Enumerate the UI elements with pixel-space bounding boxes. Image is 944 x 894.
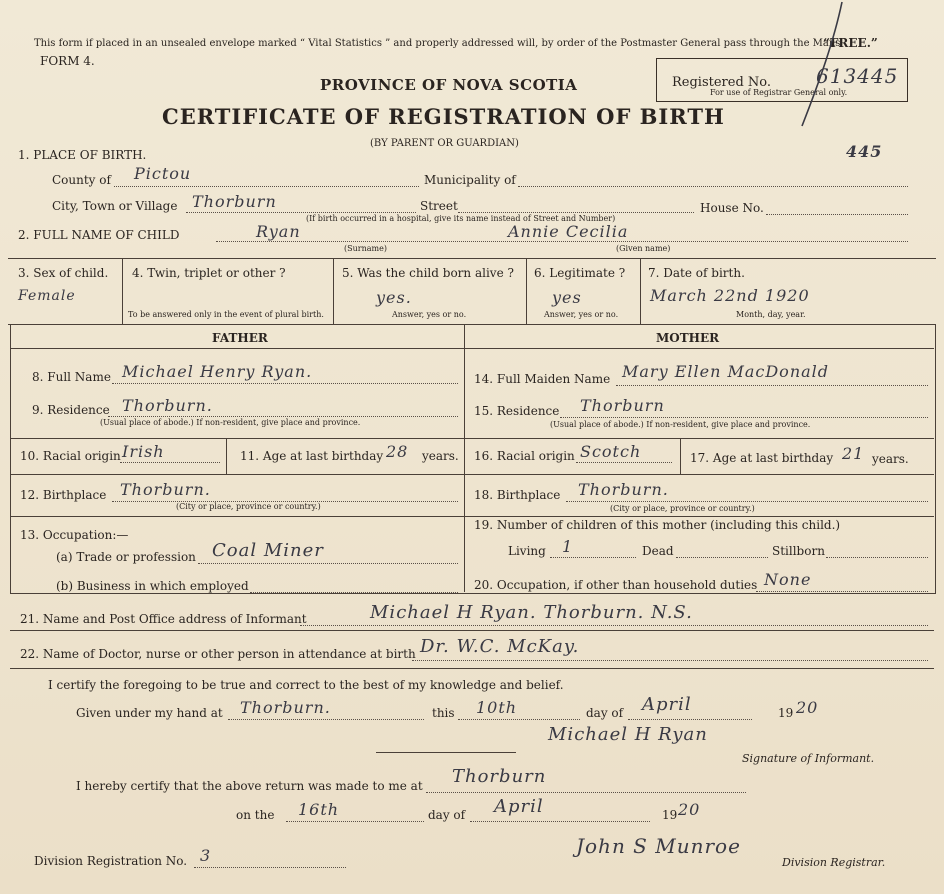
city-label: City, Town or Village (52, 199, 178, 213)
father-heading: FATHER (212, 331, 268, 345)
living-value: 1 (562, 537, 574, 556)
dob-value: March 22nd 1920 (650, 286, 810, 305)
parents-rule (10, 438, 934, 439)
mother-children-label: 19. Number of children of this mother (including this child.) (474, 518, 841, 532)
alive-note: Answer, yes or no. (392, 310, 467, 319)
twin-note: To be answered only in the event of plural birth. (128, 310, 324, 319)
registrar-day-of-label: day of (428, 808, 466, 822)
street-label: Street (420, 199, 458, 213)
father-birthplace-value: Thorburn. (120, 480, 211, 499)
parents-rule (10, 474, 934, 475)
father-birthplace-note: (City or place, province or country.) (176, 502, 321, 511)
legitimate-value: yes (552, 288, 582, 307)
mother-age-label: 17. Age at last birthday (690, 451, 834, 465)
certificate-title: CERTIFICATE OF REGISTRATION OF BIRTH (162, 104, 725, 129)
mother-occupation-value: None (764, 570, 812, 589)
father-years: years. (422, 449, 459, 463)
mother-years: years. (872, 452, 909, 466)
given-label: Given under my hand at (76, 706, 223, 720)
parents-rule (10, 516, 934, 517)
signature-rule (376, 752, 516, 753)
day-of-label: day of (586, 706, 624, 720)
column-divider (333, 258, 334, 324)
father-name-value: Michael Henry Ryan. (122, 362, 313, 381)
registrar-signature: John S Munroe (576, 834, 741, 858)
province-title: PROVINCE OF NOVA SCOTIA (320, 76, 578, 94)
hospital-note: (If birth occurred in a hospital, give its name instead of Street and Number) (306, 214, 616, 223)
informant-signature: Michael H Ryan (548, 724, 708, 745)
pencil-stroke-icon (790, 0, 850, 130)
child-name-label: 2. FULL NAME OF CHILD (18, 228, 180, 242)
mother-residence-note: (Usual place of abode.) If non-resident, give place and province. (550, 420, 811, 429)
alive-label: 5. Was the child born alive ? (342, 266, 514, 280)
father-business-label: (b) Business in which employed (56, 579, 249, 593)
father-name-label: 8. Full Name (32, 370, 111, 384)
informant-value: Michael H Ryan. Thorburn. N.S. (370, 602, 693, 623)
given-year-prefix: 19 (778, 706, 794, 720)
free-label: “FREE.” (823, 36, 878, 50)
child-surname: Ryan (256, 222, 301, 241)
column-divider (640, 258, 641, 324)
row-divider (8, 258, 936, 259)
mother-heading: MOTHER (656, 331, 720, 345)
father-trade-label: (a) Trade or profession (56, 550, 196, 564)
mother-birthplace-note: (City or place, province or country.) (610, 504, 755, 513)
given-month: April (642, 694, 692, 715)
father-age-value: 28 (386, 442, 409, 461)
column-divider (122, 258, 123, 324)
given-day: 10th (476, 698, 518, 717)
doctor-label: 22. Name of Doctor, nurse or other person in attendance at birth (20, 647, 416, 661)
registrar-statement: I hereby certify that the above return was made to me at (76, 779, 423, 793)
father-birthplace-label: 12. Birthplace (20, 488, 107, 502)
registrar-place: Thorburn (452, 766, 547, 787)
registrar-use-note: For use of Registrar General only. (710, 88, 848, 97)
certification-statement: I certify the foregoing to be true and correct to the best of my knowledge and belief. (48, 678, 564, 692)
on-the-label: on the (236, 808, 275, 822)
city-value: Thorburn (192, 192, 277, 211)
certificate-subtitle: (BY PARENT OR GUARDIAN) (370, 138, 519, 149)
child-given-names: Annie Cecilia (508, 222, 629, 241)
mother-birthplace-label: 18. Birthplace (474, 488, 561, 502)
registered-label: Registered No. (672, 75, 772, 90)
form-number: FORM 4. (40, 54, 95, 68)
mother-residence-label: 15. Residence (474, 404, 560, 418)
division-label: Division Registration No. (34, 854, 188, 868)
sex-value: Female (18, 288, 76, 304)
mail-notice: This form if placed in an unsealed envelope marked “ Vital Statistics ” and properly addressed will, by order of the Postmaster General pass through the Mails (34, 38, 841, 49)
doctor-value: Dr. W.C. McKay. (420, 636, 580, 657)
dob-label: 7. Date of birth. (648, 266, 745, 280)
mother-birthplace-value: Thorburn. (578, 480, 669, 499)
twin-label: 4. Twin, triplet or other ? (132, 266, 286, 280)
given-caption: (Given name) (616, 244, 671, 253)
corner-number: 445 (846, 142, 883, 161)
legitimate-label: 6. Legitimate ? (534, 266, 626, 280)
father-residence-value: Thorburn. (122, 396, 213, 415)
registrar-day: 16th (298, 800, 340, 819)
municipality-label: Municipality of (424, 173, 516, 187)
mother-racial-label: 16. Racial origin (474, 449, 575, 463)
given-place: Thorburn. (240, 698, 331, 717)
legitimate-note: Answer, yes or no. (544, 310, 619, 319)
registrar-year-prefix: 19 (662, 808, 678, 822)
racial-age-divider (680, 438, 681, 474)
father-age-label: 11. Age at last birthday (240, 449, 384, 463)
father-racial-value: Irish (122, 442, 165, 461)
stillborn-label: Stillborn (772, 544, 825, 558)
registrar-month: April (494, 796, 544, 817)
mother-age-value: 21 (842, 444, 865, 463)
registered-number: 613445 (816, 64, 899, 88)
alive-value: yes. (376, 288, 412, 307)
mother-maiden-label: 14. Full Maiden Name (474, 372, 611, 386)
informant-label: 21. Name and Post Office address of Informant (20, 612, 307, 626)
mother-residence-value: Thorburn (580, 396, 665, 415)
column-divider (526, 258, 527, 324)
mother-racial-value: Scotch (580, 442, 642, 461)
row-divider (10, 630, 934, 631)
mother-maiden-value: Mary Ellen MacDonald (622, 362, 830, 381)
signature-caption: Signature of Informant. (742, 752, 875, 765)
racial-age-divider (226, 438, 227, 474)
this-label: this (432, 706, 455, 720)
registrar-year: 20 (678, 800, 701, 819)
county-label: County of (52, 173, 111, 187)
father-residence-label: 9. Residence (32, 403, 110, 417)
dob-note: Month, day, year. (736, 310, 806, 319)
dead-label: Dead (642, 544, 674, 558)
row-divider (10, 668, 934, 669)
registrar-caption: Division Registrar. (782, 856, 886, 869)
given-year: 20 (796, 698, 819, 717)
place-of-birth-label: 1. PLACE OF BIRTH. (18, 148, 147, 162)
living-label: Living (508, 544, 546, 558)
house-label: House No. (700, 201, 764, 215)
father-occupation-label: 13. Occupation:— (20, 528, 129, 542)
division-value: 3 (200, 846, 212, 865)
county-value: Pictou (134, 164, 192, 183)
mother-occupation-label: 20. Occupation, if other than household duties (474, 578, 758, 592)
sex-label: 3. Sex of child. (18, 266, 109, 280)
father-residence-note: (Usual place of abode.) If non-resident, give place and province. (100, 418, 361, 427)
surname-caption: (Surname) (344, 244, 387, 253)
father-trade-value: Coal Miner (212, 540, 324, 561)
parents-divider (464, 324, 465, 592)
parents-header-rule (10, 348, 934, 349)
father-racial-label: 10. Racial origin (20, 449, 121, 463)
